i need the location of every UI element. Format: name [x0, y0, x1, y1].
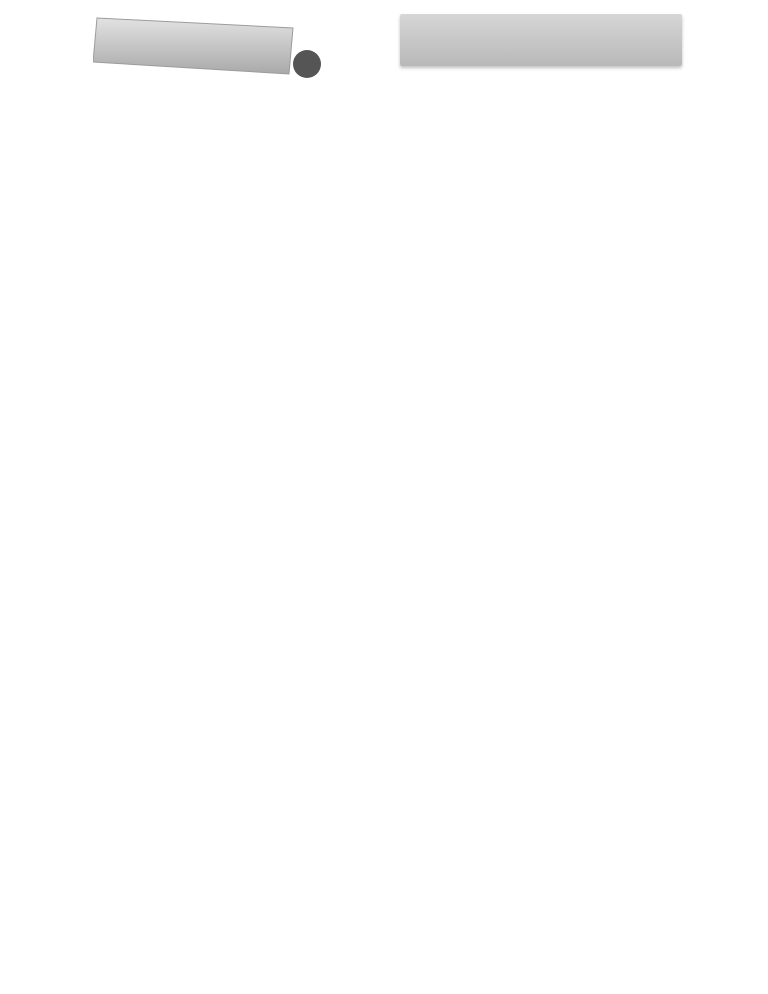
logo-number-badge	[293, 50, 321, 78]
unit-header	[400, 14, 682, 66]
next-move-logo	[93, 12, 355, 82]
unit-title	[626, 26, 632, 50]
